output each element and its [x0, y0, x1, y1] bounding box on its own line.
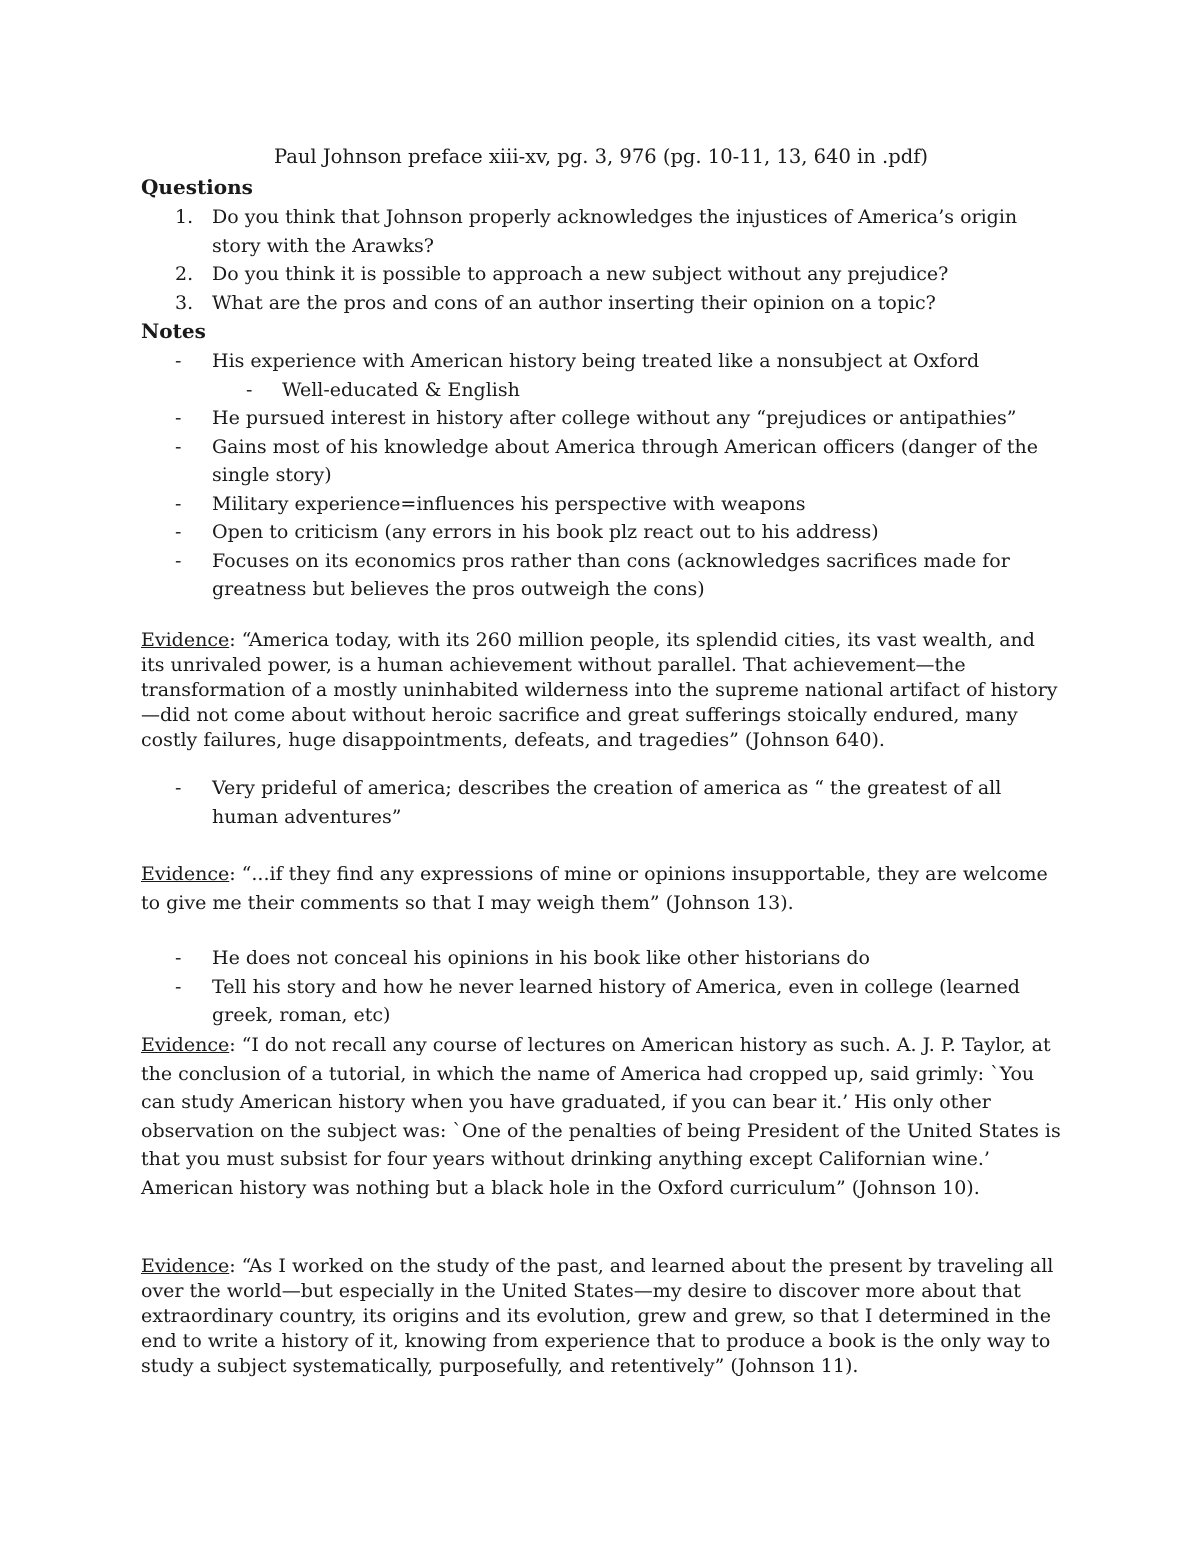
notes-heading: Notes: [141, 319, 206, 343]
evidence-block: [141, 860, 1061, 917]
note-item: [141, 518, 1061, 547]
note-text: His experience with American history being treated like a nonsubject at Oxford: [212, 350, 980, 372]
note-item: [141, 490, 1061, 519]
note-text: He does not conceal his opinions in his book like other historians do: [212, 947, 870, 969]
evidence-text: : “America today, with its 260 million people, its splendid cities, its vast wealth, and its unrivaled power, is a human achievement without parallel. That achievement—the transformation of a mostly uninhabited wilderness into the supreme national artifact of history—did not come about without heroic sacrifice and great sufferings stoically endured, many costly failures, huge disappointments, defeats, and tragedies” (Johnson 640).: [141, 629, 1058, 751]
note-text: Open to criticism (any errors in his book plz react out to his address): [212, 521, 879, 543]
notes-list: [141, 347, 1061, 604]
evidence-label: Evidence: [141, 629, 230, 651]
evidence-2-bullets: [141, 944, 1061, 1030]
evidence-block: [141, 1254, 1061, 1379]
list-marker: -: [175, 521, 182, 543]
list-marker: -: [175, 407, 182, 429]
evidence-text: : “As I worked on the study of the past, and learned about the present by traveling all over the world—but especially in the United States—my desire to discover more about that extraordinary country, its origins and its evolution, grew and grew, so that I determined in the end to write a history of it, knowing from experience that to produce a book is the only way to study a subject systematically, purposefully, and retentively” (Johnson 11).: [141, 1255, 1054, 1377]
evidence-1-bullets: [141, 774, 1061, 831]
list-marker: -: [175, 492, 182, 515]
note-text: Very prideful of america; describes the creation of america as “ the greatest of all human adventures”: [212, 777, 1002, 828]
note-text: Focuses on its economics pros rather than cons (acknowledges sacrifices made for greatness but believes the pros outweigh the cons): [212, 549, 1010, 600]
note-text: Gains most of his knowledge about America through American officers (danger of the single story): [212, 435, 1038, 486]
list-marker: -: [246, 378, 253, 401]
list-marker: -: [175, 549, 182, 572]
note-text: He pursued interest in history after college without any “prejudices or antipathies”: [212, 407, 1017, 429]
note-item: [141, 404, 1061, 433]
list-marker: 2.: [175, 263, 194, 285]
evidence-text: : “...if they find any expressions of mine or opinions insupportable, they are welcome to give me their comments so that I may weigh them” (Johnson 13).: [141, 863, 1048, 914]
question-item: [141, 203, 1061, 260]
note-item: [141, 944, 1061, 973]
question-text: What are the pros and cons of an author inserting their opinion on a topic?: [212, 291, 936, 314]
note-item: [141, 774, 1061, 831]
note-item: [141, 547, 1061, 604]
note-item: [141, 347, 1061, 376]
note-subitem: [141, 376, 1061, 405]
question-item: [141, 289, 1061, 318]
list-marker: -: [175, 435, 182, 458]
question-text: Do you think that Johnson properly acknowledges the injustices of America’s origin story with the Arawks?: [212, 206, 1018, 257]
list-marker: -: [175, 947, 182, 969]
note-text: Military experience=influences his perspective with weapons: [212, 492, 806, 515]
questions-heading: Questions: [141, 175, 253, 199]
evidence-block: [141, 628, 1061, 753]
evidence-label: Evidence: [141, 1034, 230, 1056]
evidence-text: : “I do not recall any course of lectures on American history as such. A. J. P. Taylor, at the conclusion of a tutorial, in which the name of America had cropped up, said grimly: `You can study American history when you have graduated, if you can bear it.’ His only other observation on the subject was: `One of the penalties of being President of the United States is that you must subsist for four years without drinking anything except Californian wine.’ American history was nothing but a black hole in the Oxford curriculum” (Johnson 10).: [141, 1034, 1061, 1199]
document-title: Paul Johnson preface xiii-xv, pg. 3, 976 (pg. 10-11, 13, 640 in .pdf): [273, 145, 929, 168]
list-marker: -: [175, 350, 182, 372]
list-marker: 3.: [175, 291, 194, 314]
list-marker: -: [175, 975, 182, 998]
evidence-block: [141, 1031, 1061, 1202]
questions-list: [141, 203, 1061, 317]
question-text: Do you think it is possible to approach a new subject without any prejudice?: [212, 263, 949, 285]
question-item: [141, 260, 1061, 289]
note-item: [141, 433, 1061, 490]
note-item: [141, 973, 1061, 1030]
evidence-label: Evidence: [141, 1255, 230, 1277]
note-text: Tell his story and how he never learned history of America, even in college (learned greek, roman, etc): [212, 975, 1020, 1026]
note-text: Well-educated & English: [282, 378, 520, 401]
list-marker: -: [175, 777, 182, 799]
list-marker: 1.: [175, 206, 194, 228]
evidence-label: Evidence: [141, 863, 230, 885]
